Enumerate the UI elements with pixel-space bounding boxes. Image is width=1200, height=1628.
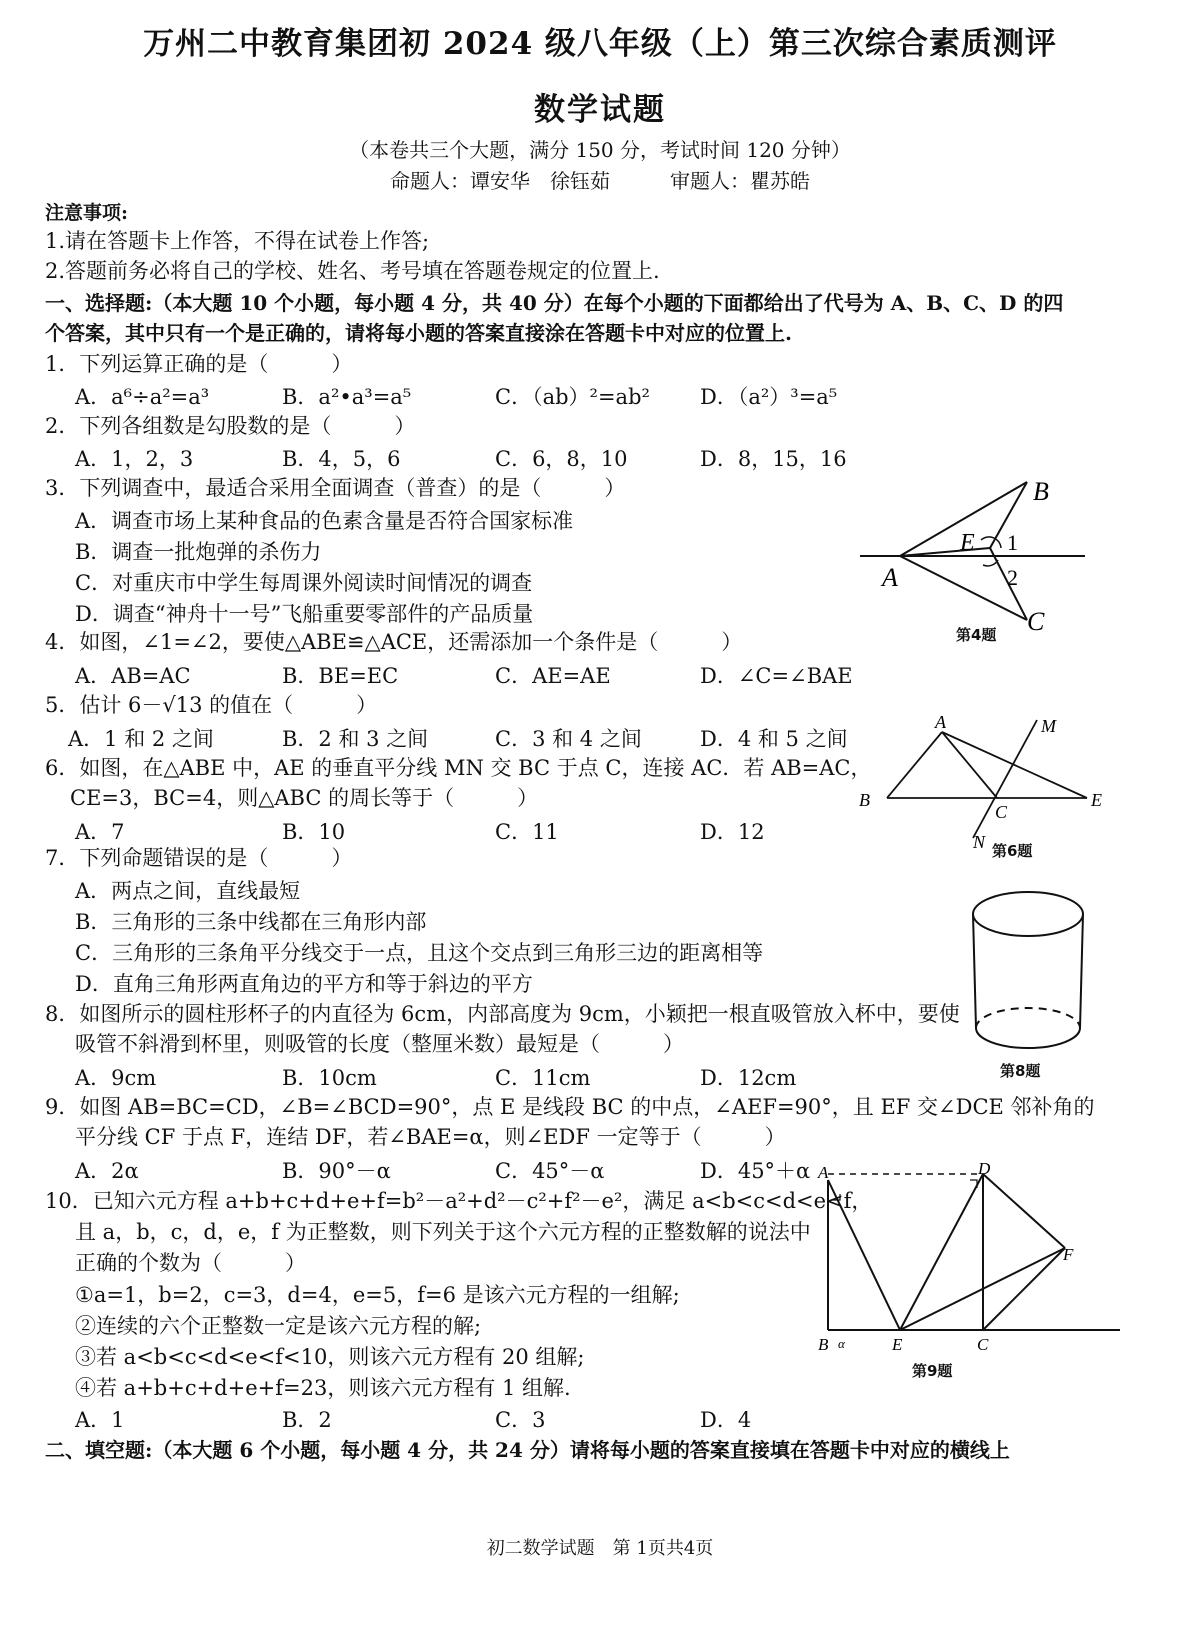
figure-4-label: E	[960, 530, 975, 556]
figure-4-label: B	[1033, 477, 1049, 506]
q6-option-b: B．10	[282, 820, 346, 844]
q10-statement-1: ①a=1，b=2，c=3，d=4，e=5，f=6 是该六元方程的一组解;	[75, 1283, 680, 1307]
question-10-stem: 正确的个数为（ ）	[75, 1251, 306, 1275]
note-item: 2.答题前务必将自己的学校、姓名、考号填在答题卷规定的位置上.	[45, 259, 660, 283]
q10-statement-2: ②连续的六个正整数一定是该六元方程的解;	[75, 1314, 482, 1338]
q7-option-b: B．三角形的三条中线都在三角形内部	[75, 910, 427, 934]
figure-4-caption: 第4题	[956, 626, 997, 644]
q1-option-c: C．（ab）²=ab²	[495, 385, 650, 409]
q9-option-b: B．90°－α	[282, 1159, 391, 1183]
figure-4-label: 2	[1007, 565, 1018, 590]
figure-4-label: A	[882, 563, 898, 592]
question-6-stem: CE=3，BC=4，则△ABC 的周长等于（ ）	[70, 786, 539, 810]
figure-6-label: N	[973, 832, 986, 850]
q10-statement-4: ④若 a+b+c+d+e+f=23，则该六元方程有 1 组解.	[75, 1376, 571, 1400]
q9-option-d: D．45°＋α	[700, 1159, 811, 1183]
q7-option-c: C．三角形的三条角平分线交于一点，且这个交点到三角形三边的距离相等	[75, 941, 764, 965]
figure-4-label: C	[1027, 607, 1045, 636]
q9-option-a: A．2α	[75, 1159, 139, 1183]
question-8-stem: 8．如图所示的圆柱形杯子的内直径为 6cm，内部高度为 9cm，小颖把一根直吸管放入杯中，要使	[45, 1002, 960, 1026]
question-5-stem: 5．估计 6－√13 的值在（ ）	[45, 693, 378, 717]
figure-4-diagram	[855, 470, 1095, 645]
figure-6-label: B	[859, 790, 870, 810]
q3-option-a: A．调查市场上某种食品的色素含量是否符合国家标准	[75, 509, 574, 533]
section1-instructions: 个答案，其中只有一个是正确的，请将每小题的答案直接涂在答题卡中对应的位置上.	[45, 321, 792, 345]
q5-option-a: A．1 和 2 之间	[68, 727, 214, 751]
q6-option-d: D．12	[700, 820, 765, 844]
q8-option-b: B．10cm	[282, 1066, 377, 1090]
figure-4-label: 1	[1007, 530, 1018, 555]
q9-option-c: C．45°－α	[495, 1159, 605, 1183]
q4-option-d: D．∠C=∠BAE	[700, 664, 853, 688]
exam-authors: 命题人：谭安华 徐钰茹 审题人：瞿苏皓	[390, 169, 810, 193]
q10-option-d: D．4	[700, 1408, 752, 1432]
section2-instructions: 二、填空题:（本大题 6 个小题，每小题 4 分，共 24 分）请将每小题的答案直接填在答题卡中对应的横线上	[45, 1438, 1010, 1462]
q7-option-a: A．两点之间，直线最短	[75, 879, 301, 903]
figure-8-cylinder	[965, 880, 1095, 1060]
figure-9-diagram	[810, 1160, 1130, 1360]
q10-option-c: C．3	[495, 1408, 546, 1432]
q10-option-b: B．2	[282, 1408, 332, 1432]
q6-option-a: A．7	[75, 820, 125, 844]
q2-option-b: B．4，5，6	[282, 447, 401, 471]
figure-6-label: C	[995, 802, 1008, 822]
q5-option-d: D．4 和 5 之间	[700, 727, 848, 751]
q1-option-b: B．a²•a³=a⁵	[282, 385, 412, 409]
question-10-stem: 且 a，b，c，d，e，f 为正整数，则下列关于这个六元方程的正整数解的说法中	[75, 1220, 811, 1244]
q8-option-a: A．9cm	[75, 1066, 157, 1090]
q1-option-a: A．a⁶÷a²=a³	[75, 385, 210, 409]
exam-info: （本卷共三个大题，满分 150 分，考试时间 120 分钟）	[349, 138, 851, 162]
exam-subject: 数学试题	[534, 92, 666, 128]
q6-option-c: C．11	[495, 820, 559, 844]
q8-option-d: D．12cm	[700, 1066, 797, 1090]
q8-option-c: C．11cm	[495, 1066, 591, 1090]
figure-9-label: B	[818, 1335, 829, 1354]
q10-statement-3: ③若 a<b<c<d<e<f<10，则该六元方程有 20 组解;	[75, 1345, 585, 1369]
q2-option-a: A．1，2，3	[75, 447, 194, 471]
question-3-stem: 3．下列调查中，最适合采用全面调查（普查）的是（ ）	[45, 476, 626, 500]
notes-heading: 注意事项:	[45, 202, 129, 224]
figure-9-label: F	[1063, 1245, 1074, 1264]
q5-option-b: B．2 和 3 之间	[282, 727, 429, 751]
figure-6-label: A	[935, 712, 946, 732]
question-7-stem: 7．下列命题错误的是（ ）	[45, 846, 353, 870]
figure-9-label: α	[838, 1336, 845, 1351]
figure-9-label: D	[978, 1160, 991, 1178]
figure-6-caption: 第6题	[992, 842, 1033, 860]
exam-title: 万州二中教育集团初 2024 级八年级（上）第三次综合素质测评	[143, 26, 1057, 62]
page-footer: 初二数学试题 第 1页共4页	[486, 1538, 714, 1559]
question-2-stem: 2．下列各组数是勾股数的是（ ）	[45, 414, 416, 438]
question-4-stem: 4．如图，∠1=∠2，要使△ABE≌△ACE，还需添加一个条件是（ ）	[45, 630, 743, 654]
note-item: 1.请在答题卡上作答，不得在试卷上作答;	[45, 229, 430, 253]
figure-6-label: E	[1091, 790, 1102, 810]
q2-option-d: D．8，15，16	[700, 447, 847, 471]
q3-option-b: B．调查一批炮弹的杀伤力	[75, 540, 322, 564]
q4-option-a: A．AB=AC	[75, 664, 191, 688]
figure-6-label: M	[1041, 716, 1056, 736]
question-6-stem: 6．如图，在△ABE 中，AE 的垂直平分线 MN 交 BC 于点 C，连接 AC．若 AB=AC，	[45, 756, 872, 780]
q4-option-b: B．BE=EC	[282, 664, 399, 688]
section1-instructions: 一、选择题:（本大题 10 个小题，每小题 4 分，共 40 分）在每个小题的下面都给出了代号为 A、B、C、D 的四	[45, 291, 1064, 315]
question-9-stem: 平分线 CF 于点 F，连结 DF，若∠BAE=α，则∠EDF 一定等于（ ）	[75, 1125, 786, 1149]
figure-8-caption: 第8题	[1000, 1062, 1041, 1080]
q2-option-c: C．6，8，10	[495, 447, 628, 471]
q4-option-c: C．AE=AE	[495, 664, 611, 688]
q10-option-a: A．1	[75, 1408, 125, 1432]
figure-6-diagram	[855, 710, 1110, 850]
question-8-stem: 吸管不斜滑到杯里，则吸管的长度（整厘米数）最短是（ ）	[75, 1032, 684, 1056]
question-9-stem: 9．如图 AB=BC=CD，∠B=∠BCD=90°，点 E 是线段 BC 的中点，∠AEF=90°，且 EF 交∠DCE 邻补角的	[45, 1095, 1095, 1119]
q7-option-d: D．直角三角形两直角边的平方和等于斜边的平方	[75, 972, 533, 996]
q3-option-d: D．调查“神舟十一号”飞船重要零部件的产品质量	[75, 602, 534, 626]
q1-option-d: D．（a²）³=a⁵	[700, 385, 838, 409]
figure-9-label: C	[977, 1335, 989, 1354]
question-1-stem: 1．下列运算正确的是（ ）	[45, 352, 353, 376]
q3-option-c: C．对重庆市中学生每周课外阅读时间情况的调查	[75, 571, 533, 595]
figure-9-label: A	[818, 1163, 829, 1182]
figure-9-caption: 第9题	[912, 1362, 953, 1380]
question-10-stem: 10．已知六元方程 a+b+c+d+e+f=b²－a²+d²－c²+f²－e²，满足 a<b<c<d<e<f，	[45, 1189, 873, 1213]
q5-option-c: C．3 和 4 之间	[495, 727, 642, 751]
figure-9-label: E	[892, 1335, 903, 1354]
